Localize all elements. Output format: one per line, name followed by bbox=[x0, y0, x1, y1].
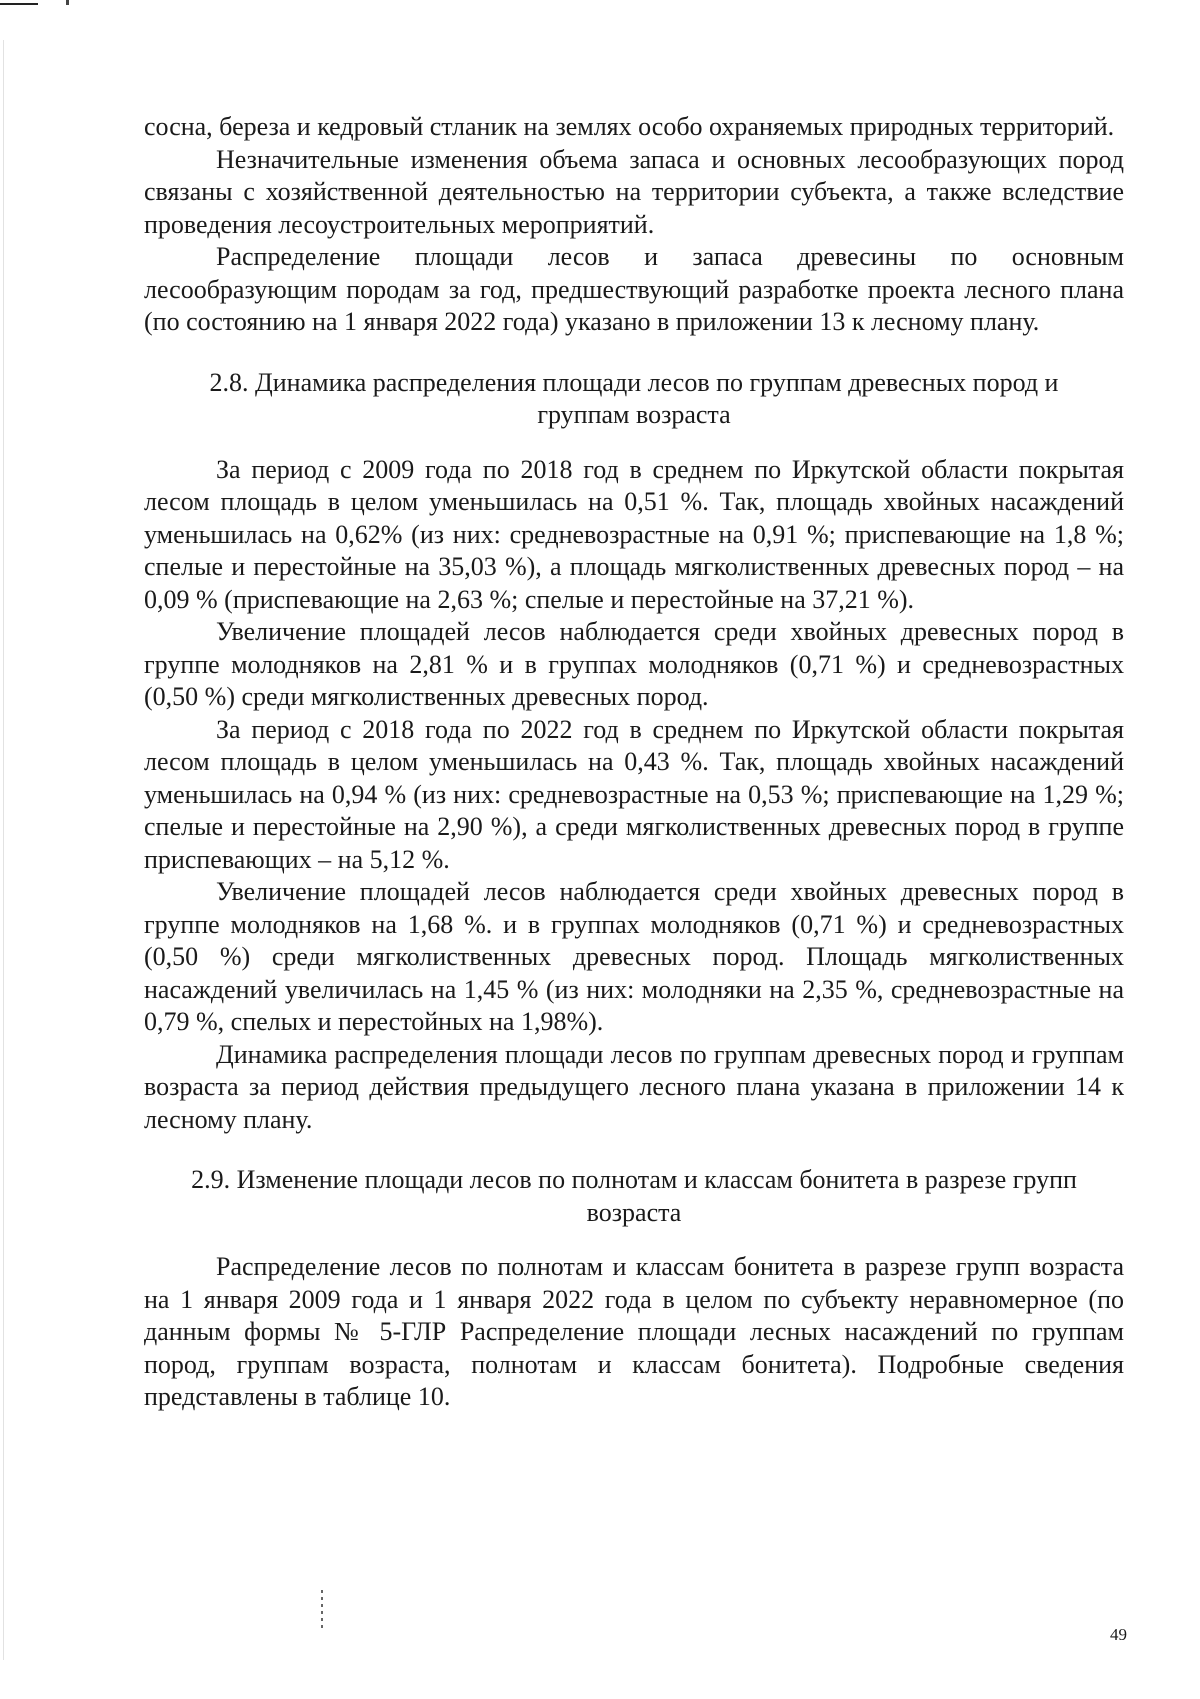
paragraph: Увеличение площадей лесов наблюдается среди хвойных древесных пород в группе молодняков на 1,68 %. и в группах молодняков (0,71 %) и средневозрастных (0,50 %) среди мягколиственных древесных пород. Площадь мягколиственных насаждений увеличилась на 1,45 % (из них: молодняки на 2,35 %, средневозрастные на 0,79 %, спелых и перестойных на 1,98%). bbox=[144, 877, 1124, 1036]
paragraph: Распределение площади лесов и запаса древесины по основным лесообразующим породам за год, предшествующий разработке проекта лесного плана (по состоянию на 1 января 2022 года) указано в приложении 13 к лесному плану. bbox=[144, 242, 1124, 336]
page-body bbox=[144, 111, 1124, 1414]
paragraph: За период с 2009 года по 2018 год в среднем по Иркутской области покрытая лесом площадь в целом уменьшилась на 0,51 %. Так, площадь хвойных насаждений уменьшилась на 0,62% (из них: средневозрастные на 0,91 %; приспевающие на 1,8 %; спелые и перестойные на 35,03 %), а площадь мягколиственных древесных пород – на 0,09 % (приспевающие на 2,63 %; спелые и перестойные на 37,21 %). bbox=[144, 454, 1124, 614]
paragraph: Увеличение площадей лесов наблюдается среди хвойных древесных пород в группе молодняков на 2,81 % и в группах молодняков (0,71 %) и средневозрастных (0,50 %) среди мягколиственных древесных пород. bbox=[144, 617, 1124, 711]
paragraph: Распределение лесов по полнотам и классам бонитета в разрезе групп возраста на 1 января 2009 года и 1 января 2022 года в целом по субъекту неравномерное (по данным формы № 5-ГЛР Распределение площади лесных насаждений по группам пород, группам возраста, полнотам и классам бонитета). Подробные сведения представлены в таблице 10. bbox=[144, 1252, 1124, 1411]
scan-artifact-dot bbox=[66, 0, 69, 5]
paragraph: Незначительные изменения объема запаса и основных лесообразующих пород связаны с хозяйственной деятельностью на территории субъекта, а также вследствие проведения лесоустроительных мероприятий. bbox=[144, 144, 1124, 239]
scan-artifact-line bbox=[0, 3, 38, 5]
page-number: 49 bbox=[1110, 1625, 1127, 1644]
scan-artifact-dots bbox=[321, 1590, 323, 1628]
paragraph: Динамика распределения площади лесов по группам древесных пород и группам возраста за период действия предыдущего лесного плана указана в приложении 14 к лесному плану. bbox=[144, 1039, 1124, 1134]
section-heading-2-9: 2.9. Изменение площади лесов по полнотам и классам бонитета в разрезе групп возраста bbox=[191, 1165, 1077, 1227]
scan-artifact-edge bbox=[3, 40, 4, 1660]
paragraph-continuation: сосна, береза и кедровый стланик на землях особо охраняемых природных территорий. bbox=[144, 112, 1115, 141]
paragraph: За период с 2018 года по 2022 год в среднем по Иркутской области покрытая лесом площадь в целом уменьшилась на 0,43 %. Так, площадь хвойных насаждений уменьшилась на 0,94 % (из них: средневозрастные на 0,53 %; приспевающие на 1,29 %; спелые и перестойные на 2,90 %), а среди мягколиственных древесных пород в группе приспевающих – на 5,12 %. bbox=[144, 714, 1124, 874]
section-heading-2-8: 2.8. Динамика распределения площади лесов по группам древесных пород и группам возраста bbox=[209, 367, 1059, 429]
